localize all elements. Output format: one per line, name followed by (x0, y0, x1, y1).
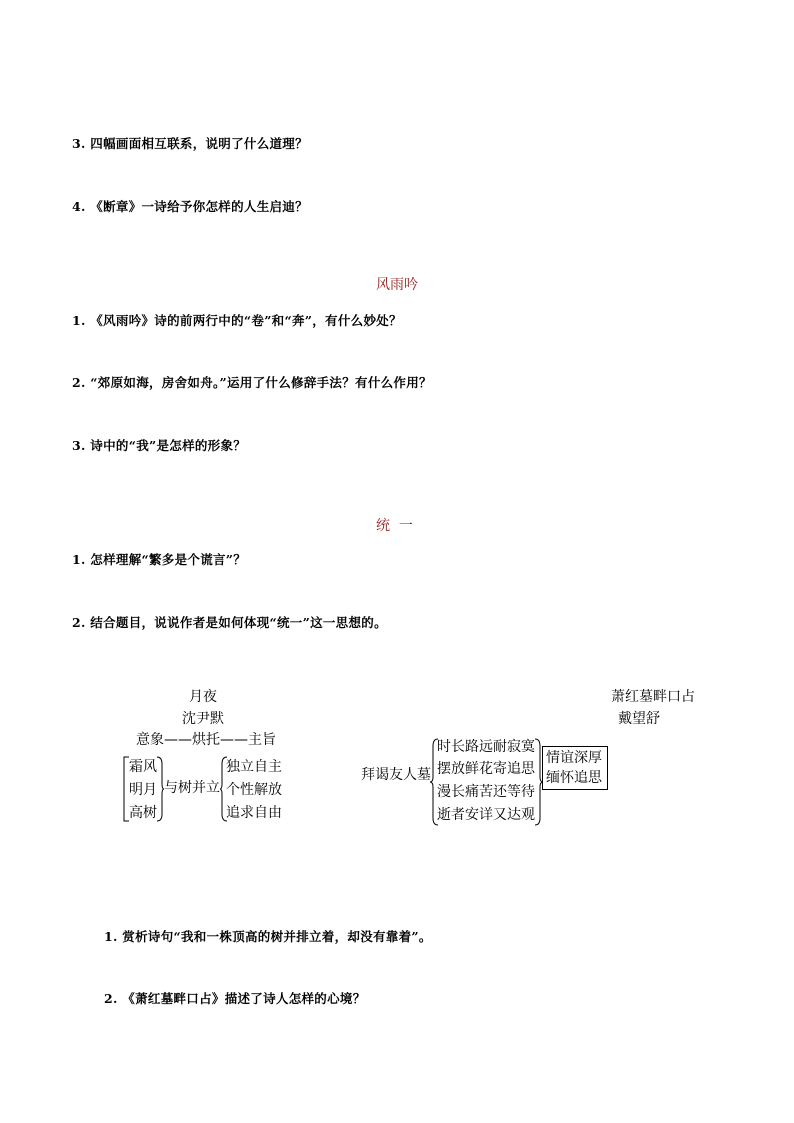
question-duanzhang-4: 4. 《断章》一诗给予你怎样的人生启迪？ (72, 199, 308, 214)
summary-box (542, 746, 608, 790)
image-item: 高树 (129, 805, 157, 821)
xiaohong-item: 漫长痛苦还等待 (437, 784, 535, 800)
section-title-tongyi: 统 一 (376, 518, 413, 534)
question-fengyuyin-1: 1. 《风雨吟》诗的前两行中的“卷”和“奔”，有什么妙处？ (72, 313, 402, 328)
question-bottom-1: 1. 赏析诗句“我和一株顶高的树并排立着，却没有靠着”。 (104, 929, 432, 944)
diagram-yueye-header: 意象——烘托——主旨 (136, 732, 276, 748)
question-tongyi-1: 1. 怎样理解“繁多是个谎言”？ (72, 552, 247, 567)
xiaohong-item: 摆放鲜花寄追思 (437, 761, 535, 777)
diagram-xiaohong-root: 拜谒友人墓 (361, 767, 431, 783)
diagram-yueye-center: 与树并立 (164, 780, 220, 796)
xiaohong-item: 时长路远耐寂寞 (437, 739, 535, 755)
question-duanzhang-3: 3. 四幅画面相互联系，说明了什么道理？ (72, 136, 308, 151)
diagram-yueye-title: 月夜 (189, 689, 217, 705)
theme-item: 追求自由 (226, 805, 282, 821)
theme-item: 个性解放 (226, 782, 282, 798)
theme-item: 独立自主 (226, 759, 282, 775)
diagram-xiaohong-author: 戴望舒 (618, 711, 660, 727)
summary-line: 情谊深厚 (546, 750, 602, 766)
question-tongyi-2: 2. 结合题目，说说作者是如何体现“统一”这一思想的。 (72, 615, 387, 630)
image-item: 明月 (129, 782, 157, 798)
summary-line: 缅怀追思 (546, 770, 602, 786)
xiaohong-item: 逝者安详又达观 (437, 807, 535, 823)
image-item: 霜风 (129, 759, 157, 775)
diagram-yueye-author: 沈尹默 (182, 711, 224, 727)
question-bottom-2: 2. 《萧红墓畔口占》描述了诗人怎样的心境？ (104, 991, 366, 1006)
diagram-xiaohong-title: 萧红墓畔口占 (611, 689, 695, 705)
question-fengyuyin-2: 2. “郊原如海，房舍如舟。”运用了什么修辞手法？有什么作用？ (72, 375, 432, 390)
question-fengyuyin-3: 3. 诗中的“我”是怎样的形象？ (72, 438, 247, 453)
section-title-fengyuyin: 风雨吟 (376, 277, 418, 293)
